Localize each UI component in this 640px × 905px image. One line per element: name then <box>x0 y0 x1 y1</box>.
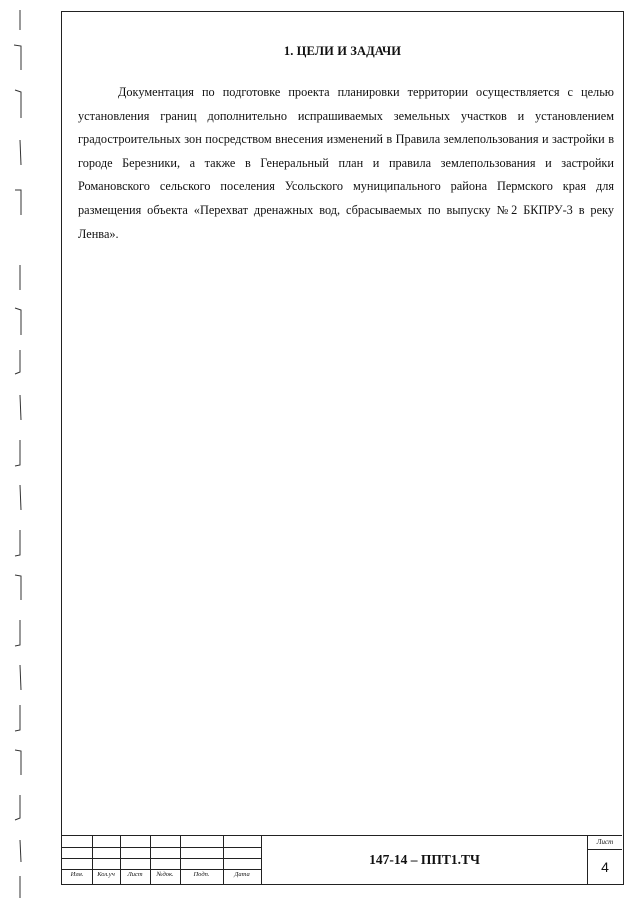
label-count: Кол.уч <box>97 871 115 878</box>
sheet-number: 4 <box>601 859 609 875</box>
label-sheet: Лист <box>127 871 143 878</box>
page-frame <box>61 11 624 885</box>
revision-table <box>62 836 262 884</box>
document-code: 147-14 – ППТ1.ТЧ <box>262 836 588 884</box>
label-signature: Подп. <box>193 871 210 878</box>
label-doc-number: №док. <box>156 871 174 878</box>
section-heading: 1. ЦЕЛИ И ЗАДАЧИ <box>283 44 402 58</box>
label-change: Изм. <box>70 871 84 878</box>
binding-marks <box>12 0 26 905</box>
sheet-label: Лист <box>588 836 622 850</box>
label-date: Дата <box>234 871 250 878</box>
title-block <box>62 835 622 884</box>
sheet-box <box>588 836 622 884</box>
body-paragraph: Документация по подготовке проекта планировки территории осуществляется с целью установления границ дополнительно испрашиваемых земельных участков и установлением градостроительных зон посредством внесения изменений в Правила землепользования и застройки в городе Березники, а также в Генеральный план и правила землепользования и застройки Романовского сельского поселения Усольского муниципального района Пермского края для размещения объекта «Перехват дренажных вод, сбрасываемых по выпуску №2 БКПРУ-3 в реку Ленва». <box>78 85 614 241</box>
